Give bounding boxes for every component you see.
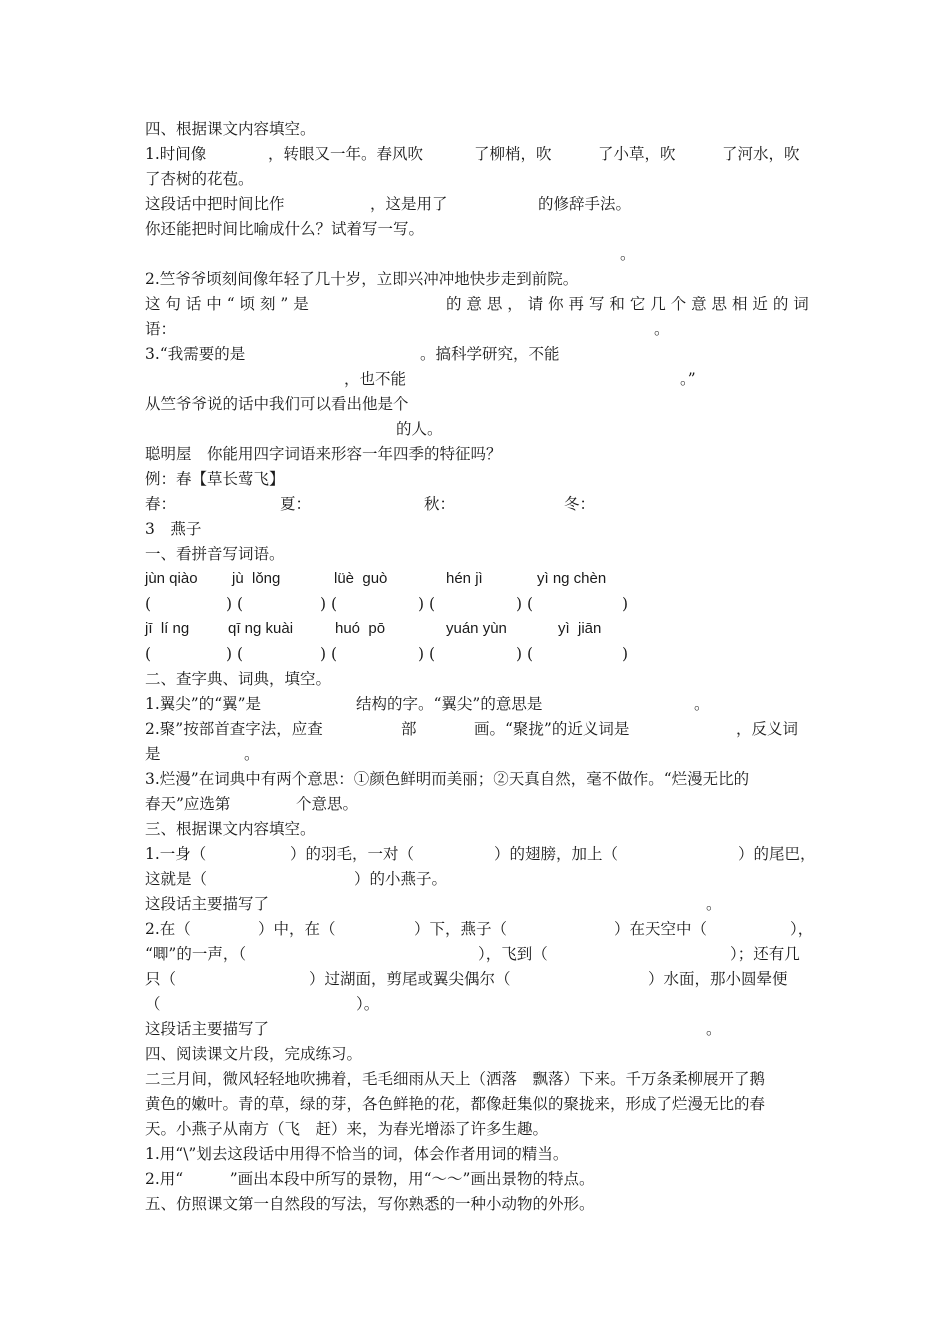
question-text: 。” xyxy=(680,370,696,388)
question-text: 1.一身（ xyxy=(145,845,207,863)
section-heading: 五、仿照课文第一自然段的写法，写你熟悉的一种小动物的外形。 xyxy=(145,1195,595,1213)
pinyin: jùn qiào xyxy=(145,570,198,587)
section-heading: 四、阅读课文片段，完成练习。 xyxy=(145,1045,363,1063)
reading-passage: 黄色的嫩叶。青的草，绿的芽，各色鲜艳的花，都像赶集似的聚拢来，形成了烂漫无比的春 xyxy=(145,1095,766,1113)
answer-end-mark: 。 xyxy=(706,1020,722,1038)
question-text: 结构的字。“翼尖”的意思是 xyxy=(356,695,543,713)
question-text: ）， xyxy=(790,920,814,938)
season-label: 夏： xyxy=(280,495,312,513)
example-text: 例：春【草长莺飞】 xyxy=(145,470,285,488)
pinyin: jī lí ng xyxy=(145,620,190,637)
question-text: 了柳梢，吹 xyxy=(474,145,552,163)
question-text: 只（ xyxy=(145,970,177,988)
answer-end-mark: 。 xyxy=(706,895,722,913)
pinyin: huó pō xyxy=(335,620,386,637)
answer-bracket: ) ( xyxy=(320,595,338,613)
question-text: 的修辞手法。 xyxy=(538,195,632,213)
answer-end-mark: 。 xyxy=(620,245,636,263)
question-text: 这段话主要描写了 xyxy=(145,1020,270,1038)
question-text: （ xyxy=(145,995,161,1013)
pinyin: qī ng kuài xyxy=(228,620,294,637)
pinyin: yuán yùn xyxy=(446,620,507,637)
question-text: 3.“我需要的是 xyxy=(145,345,246,363)
question-text: ）的小燕子。 xyxy=(354,870,448,888)
question-text: ）的羽毛，一对（ xyxy=(290,845,415,863)
question-text: 语： xyxy=(145,320,177,338)
question-text: 2.聚”按部首查字法，应查 xyxy=(145,720,323,738)
pinyin: yì jiān xyxy=(558,620,602,637)
question-text: 是 xyxy=(145,745,161,763)
question-text: “唧”的一声，（ xyxy=(145,945,247,963)
question-text: ，反义词 xyxy=(736,720,799,738)
question-text: 这 句 话 中 “ 顷 刻 ” 是 xyxy=(145,295,309,313)
question-text: ）过湖面，剪尾或翼尖偶尔（ xyxy=(309,970,511,988)
question-text: ，这是用了 xyxy=(370,195,448,213)
question-text: 聪明屋 你能用四字词语来形容一年四季的特征吗？ xyxy=(145,445,502,463)
question-text: 了杏树的花苞。 xyxy=(145,170,254,188)
question-text: ），飞到（ xyxy=(478,945,548,963)
question-text: 2.在（ xyxy=(145,920,191,938)
answer-end-mark: 。 xyxy=(694,695,710,713)
answer-end-mark: 。 xyxy=(654,320,670,338)
season-label: 冬： xyxy=(564,495,596,513)
question-text: 1.时间像 xyxy=(145,145,207,163)
question-text: ，也不能 xyxy=(344,370,407,388)
reading-passage: 二三月间，微风轻轻地吹拂着，毛毛细雨从天上（洒落 飘落）下来。千万条柔柳展开了鹅 xyxy=(145,1070,766,1088)
answer-bracket: ) ( xyxy=(226,645,244,663)
question-text: ）的尾巴， xyxy=(738,845,816,863)
question-text: 的 意 思 ， 请 你 再 写 和 它 几 个 意 思 相 近 的 词 xyxy=(446,295,809,313)
question-text: 的人。 xyxy=(396,420,443,438)
question-text: ）在天空中（ xyxy=(614,920,708,938)
question-text: 个意思。 xyxy=(296,795,359,813)
answer-bracket: ) ( xyxy=(418,595,436,613)
question-text: 了河水，吹 xyxy=(722,145,800,163)
reading-passage: 天。小燕子从南方（飞 赶）来，为春光增添了许多生趣。 xyxy=(145,1120,549,1138)
question-text: 1.翼尖”的“翼”是 xyxy=(145,695,262,713)
question-text: 这就是（ xyxy=(145,870,208,888)
question-text: ）水面，那小圆晕便 xyxy=(648,970,788,988)
question-text: ）；还有几 xyxy=(730,945,800,963)
section-heading: 二、查字典、词典，填空。 xyxy=(145,670,332,688)
question-text: 2.竺爷爷顷刻间像年轻了几十岁，立即兴冲冲地快步走到前院。 xyxy=(145,270,579,288)
question-text: 3.烂漫”在词典中有两个意思：①颜色鲜明而美丽；②天真自然，毫不做作。“烂漫无比的 xyxy=(145,770,750,788)
answer-bracket: ) xyxy=(622,645,629,663)
section-heading: 四、根据课文内容填空。 xyxy=(145,120,316,138)
answer-bracket: ) xyxy=(622,595,629,613)
question-text: 。搞科学研究，不能 xyxy=(420,345,560,363)
answer-bracket: ) ( xyxy=(226,595,244,613)
season-label: 春： xyxy=(145,495,177,513)
section-heading: 三、根据课文内容填空。 xyxy=(145,820,316,838)
answer-bracket: ) ( xyxy=(516,645,534,663)
section-heading: 一、看拼音写词语。 xyxy=(145,545,285,563)
question-text: 这段话中把时间比作 xyxy=(145,195,285,213)
answer-bracket: ) ( xyxy=(516,595,534,613)
question-text: 你还能把时间比喻成什么？试着写一写。 xyxy=(145,220,425,238)
answer-bracket: ( xyxy=(145,595,152,613)
question-text: 从竺爷爷说的话中我们可以看出他是个 xyxy=(145,395,409,413)
answer-bracket: ( xyxy=(145,645,152,663)
question-text: 2.用“ ”画出本段中所写的景物，用“～～”画出景物的特点。 xyxy=(145,1170,595,1188)
question-text: 1.用“\”划去这段话中用得不恰当的词，体会作者用词的精当。 xyxy=(145,1145,569,1163)
pinyin: yì ng chèn xyxy=(537,570,607,587)
question-text: ）的翅膀，加上（ xyxy=(494,845,619,863)
question-text: 画。“聚拢”的近义词是 xyxy=(474,720,630,738)
question-text: 春天”应选第 xyxy=(145,795,231,813)
lesson-title: 3 燕子 xyxy=(145,520,202,538)
question-text: ，转眼又一年。春风吹 xyxy=(268,145,424,163)
pinyin: hén jì xyxy=(446,570,483,587)
question-text: 部 xyxy=(401,720,417,738)
answer-bracket: ) ( xyxy=(418,645,436,663)
pinyin: jù lǒng xyxy=(232,570,281,587)
pinyin: lüè guò xyxy=(334,570,388,587)
question-text: ）中，在（ xyxy=(258,920,336,938)
question-text: 了小草，吹 xyxy=(598,145,676,163)
question-text: 这段话主要描写了 xyxy=(145,895,270,913)
answer-end-mark: 。 xyxy=(244,745,260,763)
question-text: ）。 xyxy=(356,995,380,1013)
answer-bracket: ) ( xyxy=(320,645,338,663)
question-text: ）下，燕子（ xyxy=(414,920,508,938)
season-label: 秋： xyxy=(424,495,456,513)
